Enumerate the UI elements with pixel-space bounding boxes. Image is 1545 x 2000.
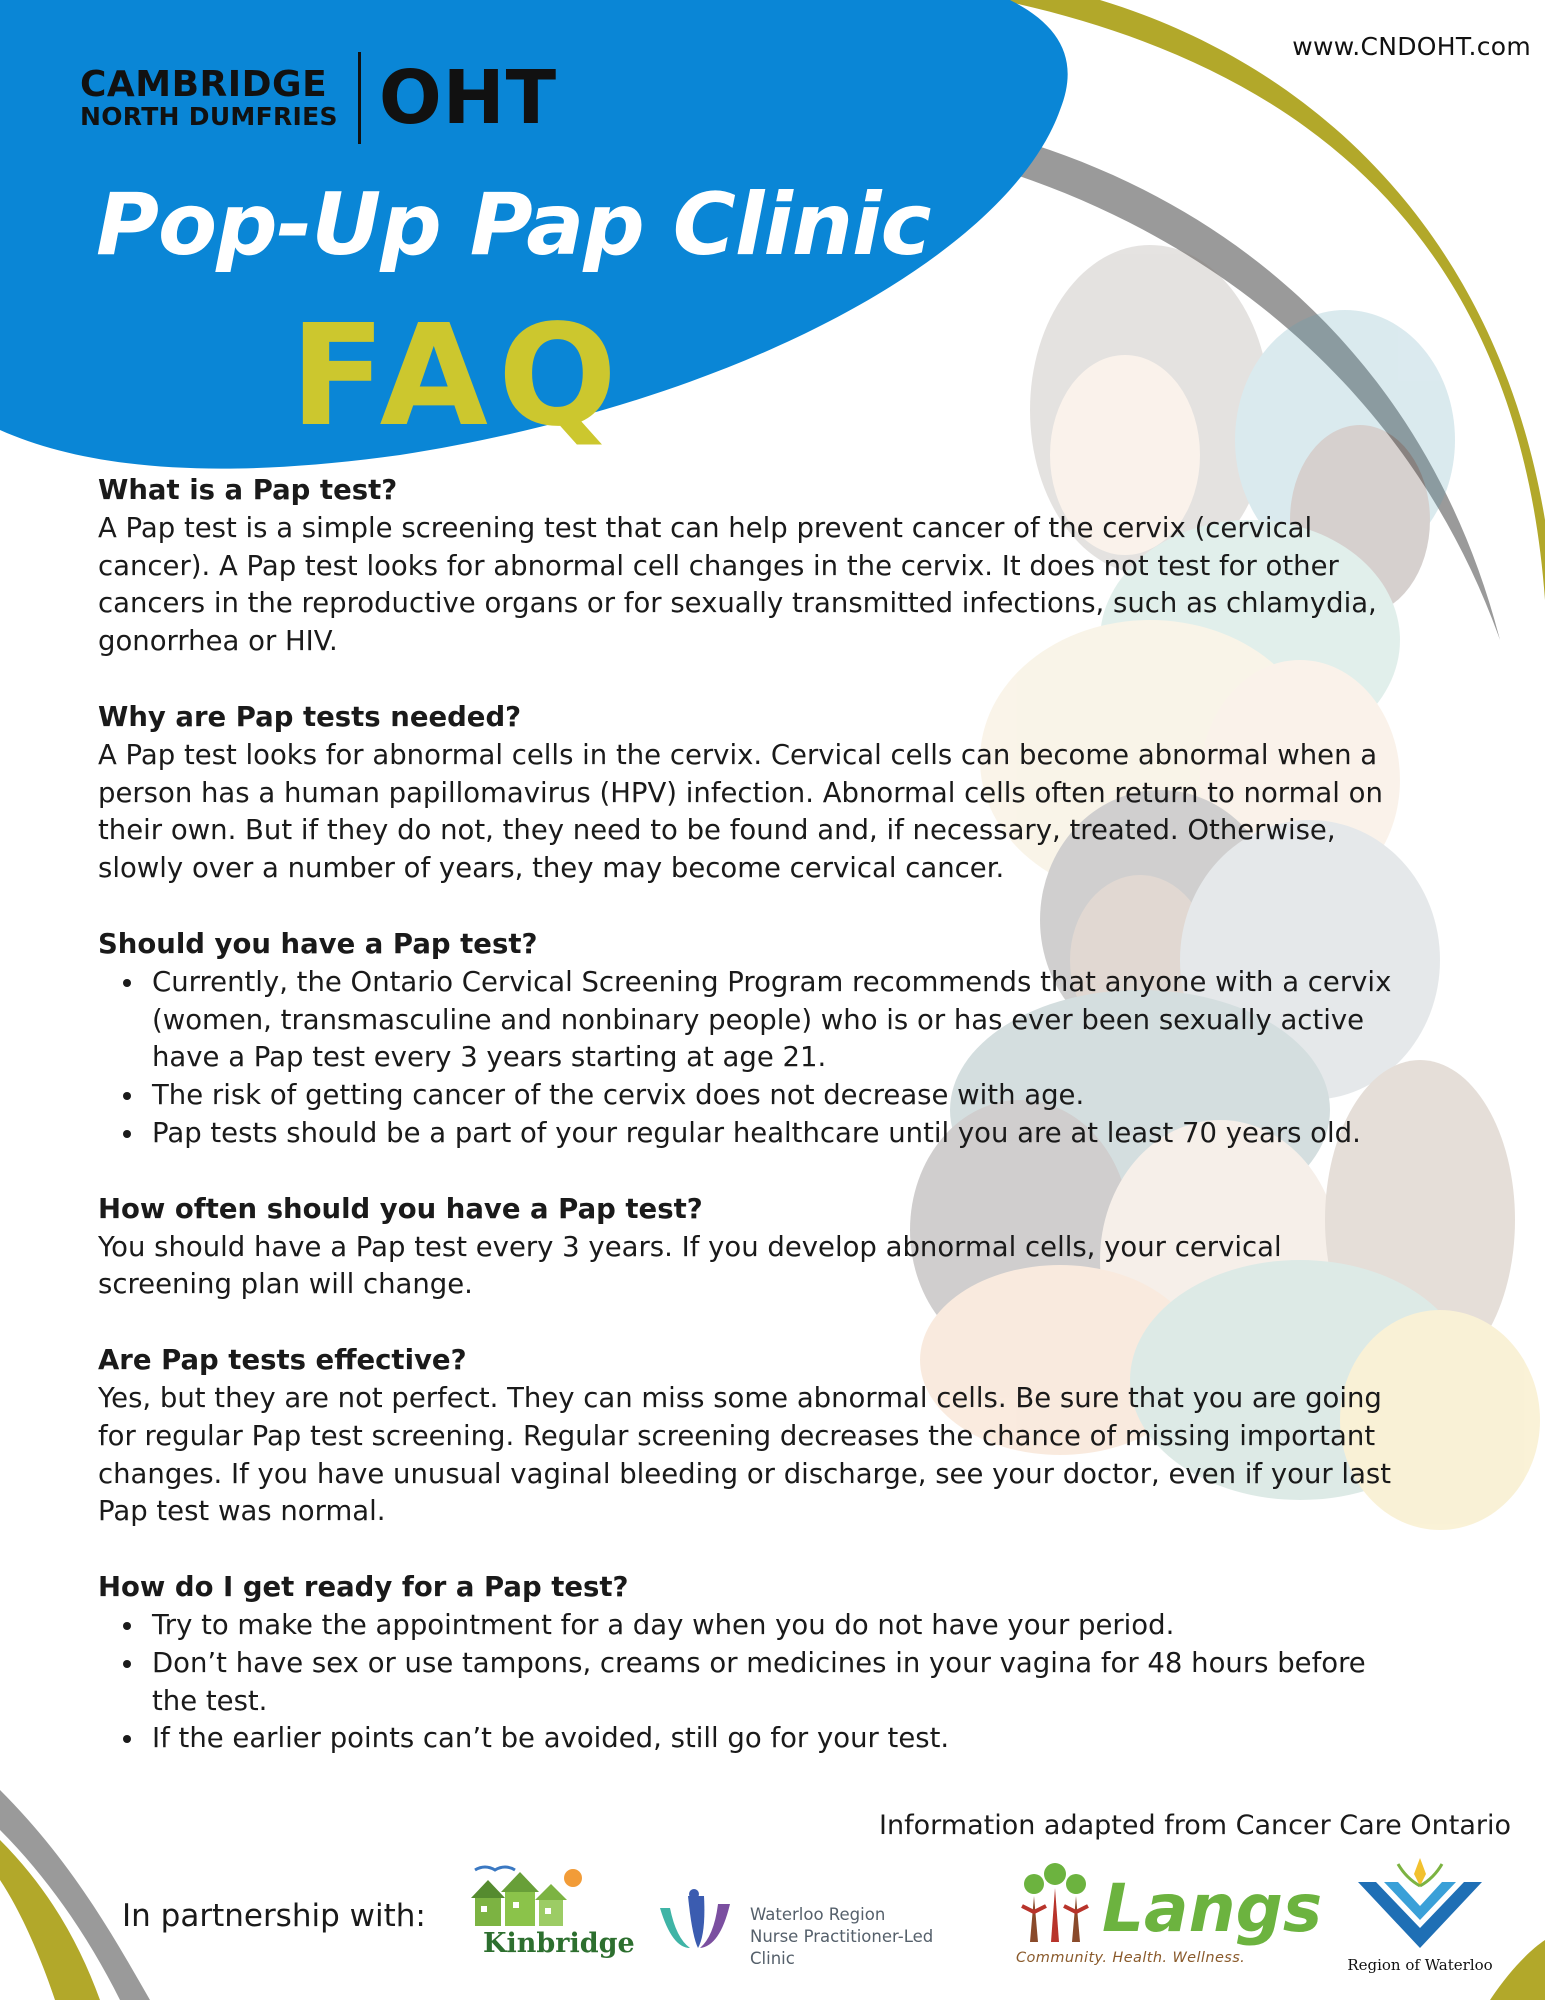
waterloo-clinic-logo — [650, 1888, 970, 1968]
page-subtitle: FAQ — [290, 295, 627, 458]
waterloo-clinic-line2: Nurse Practitioner-Led Clinic — [750, 1927, 934, 1968]
region-of-waterloo-emblem-icon — [1340, 1852, 1500, 1952]
kinbridge-houses-icon — [455, 1862, 605, 1932]
kinbridge-logo — [455, 1862, 635, 1962]
website-url[interactable]: www.CNDOHT.com — [1292, 32, 1531, 61]
org-name-line1: CAMBRIDGE — [80, 63, 328, 105]
partnership-label: In partnership with: — [122, 1898, 426, 1934]
faq-bullet-item: • If the earlier points can’t be avoided, still go for your test. — [146, 1720, 1418, 1758]
faq-bullet-item: • The risk of getting cancer of the cervix does not decrease with age. — [146, 1077, 1418, 1115]
faq-question: Are Pap tests effective? — [98, 1344, 467, 1377]
faq-section — [98, 1569, 1418, 1758]
faq-bullet-list — [98, 964, 1418, 1153]
region-of-waterloo-logo — [1340, 1852, 1500, 1982]
org-abbreviation: OHT — [378, 55, 558, 141]
region-of-waterloo-name: Region of Waterloo — [1347, 1956, 1493, 1974]
faq-section — [98, 699, 1418, 888]
faq-answer: You should have a Pap test every 3 years. If you develop abnormal cells, your cervical screening plan will change. — [98, 1230, 1282, 1301]
langs-name: Langs — [1102, 1870, 1323, 1947]
faq-bullet-item: • Currently, the Ontario Cervical Screening Program recommends that anyone with a cervix (women, transmasculine and nonbinary people) who is or has ever been sexually active have a Pap test every 3 years starting at age 21. — [146, 964, 1418, 1077]
faq-bullet-item: • Don’t have sex or use tampons, creams or medicines in your vagina for 48 hours before the test. — [146, 1645, 1418, 1721]
org-divider — [358, 52, 361, 144]
faq-answer: A Pap test is a simple screening test that can help prevent cancer of the cervix (cervical cancer). A Pap test looks for abnormal cell changes in the cervix. It does not test for other cancers in the reproductive organs or for sexually transmitted infections, such as chlamydia, gonorrhea or HIV. — [98, 511, 1377, 658]
organization-name — [80, 63, 338, 131]
faq-question: Should you have a Pap test? — [98, 927, 538, 960]
faq-section — [98, 926, 1418, 1153]
page-title: Pop-Up Pap Clinic — [96, 175, 931, 275]
people-figures-icon — [650, 1888, 740, 1958]
faq-bullet-item: • Try to make the appointment for a day when you do not have your period. — [146, 1607, 1418, 1645]
faq-bullet-list — [98, 1607, 1418, 1758]
faq-section — [98, 1342, 1418, 1531]
waterloo-clinic-name — [750, 1904, 970, 1970]
faq-section — [98, 472, 1418, 661]
waterloo-clinic-line1: Waterloo Region — [750, 1905, 886, 1924]
faq-bullet-item: • Pap tests should be a part of your regular healthcare until you are at least 70 years old. — [146, 1115, 1418, 1153]
langs-logo — [1010, 1862, 1323, 1972]
kinbridge-name: Kinbridge — [483, 1928, 635, 1959]
organization-logo — [80, 52, 557, 144]
faq-question: Why are Pap tests needed? — [98, 700, 522, 733]
faq-question: How do I get ready for a Pap test? — [98, 1571, 629, 1604]
langs-tagline: Community. Health. Wellness. — [1016, 1950, 1246, 1966]
faq-answer: A Pap test looks for abnormal cells in the cervix. Cervical cells can become abnormal when a person has a human papillomavirus (HPV) infection. Abnormal cells often return to normal on their own. But if they do not, they need to be found and, if necessary, treated. Otherwise, slowly over a number of years, they may become cervical cancer. — [98, 738, 1383, 885]
langs-trees-icon — [1010, 1862, 1100, 1948]
org-name-line2: NORTH DUMFRIES — [80, 101, 338, 131]
faq-section — [98, 1191, 1418, 1304]
faq-answer: Yes, but they are not perfect. They can miss some abnormal cells. Be sure that you are going for regular Pap test screening. Regular screening decreases the chance of missing important changes. If you have unusual vaginal bleeding or discharge, see your doctor, even if your last Pap test was normal. — [98, 1381, 1392, 1528]
faq-question: What is a Pap test? — [98, 474, 398, 506]
source-note: Information adapted from Cancer Care Ontario — [879, 1810, 1511, 1841]
faq-question: How often should you have a Pap test? — [98, 1192, 703, 1225]
faq-content — [98, 472, 1418, 1796]
